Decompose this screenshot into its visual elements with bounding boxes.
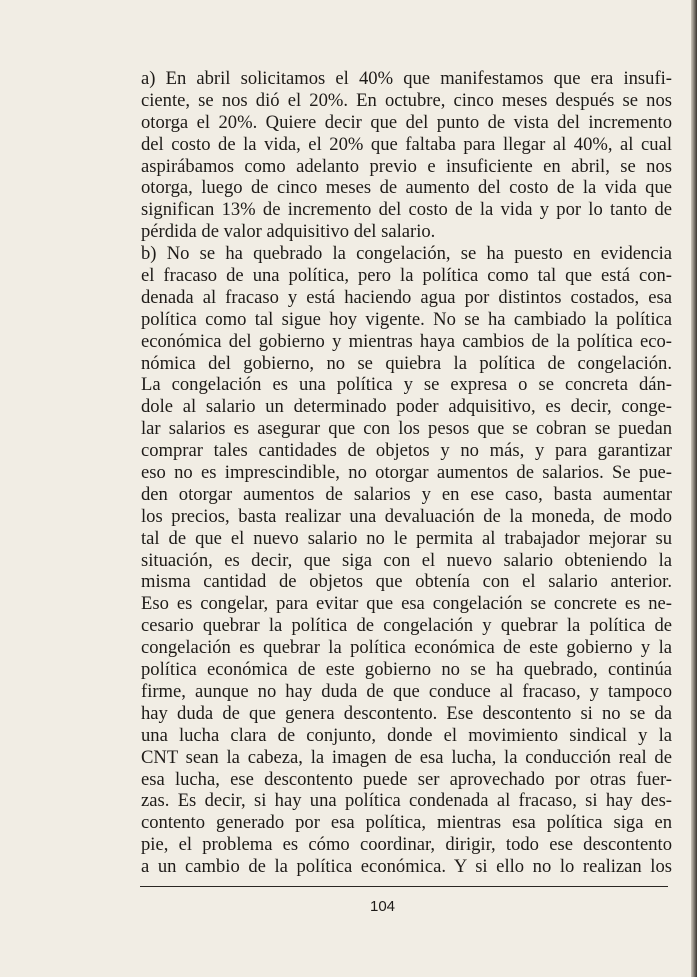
text-line: ciente, se nos dió el 20%. En octubre, cinco meses después se nos bbox=[141, 89, 672, 111]
text-line: cesario quebrar la política de congelación y quebrar la política de bbox=[141, 615, 672, 637]
text-line: aspirábamos como adelanto previo e insuficiente en abril, se nos bbox=[141, 155, 672, 177]
body-text bbox=[141, 68, 672, 878]
text-line: a) En abril solicitamos el 40% que manifestamos que era insufi- bbox=[141, 68, 672, 89]
text-line: comprar tales cantidades de objetos y no más, y para garantizar bbox=[141, 440, 672, 462]
text-line: eso no es imprescindible, no otorgar aumentos de salarios. Se pue- bbox=[141, 462, 672, 484]
text-line: b) No se ha quebrado la congelación, se ha puesto en evidencia bbox=[141, 243, 672, 265]
text-line: tal de que el nuevo salario no le permita al trabajador mejorar su bbox=[141, 527, 672, 549]
text-line: a un cambio de la política económica. Y si ello no lo realizan los bbox=[141, 856, 672, 878]
text-line: política como tal sigue hoy vigente. No se ha cambiado la política bbox=[141, 308, 672, 330]
text-line: CNT sean la cabeza, la imagen de esa lucha, la conducción real de bbox=[141, 746, 672, 768]
text-line: económica del gobierno y mientras haya cambios de la política eco- bbox=[141, 330, 672, 352]
text-line: nómica del gobierno, no se quiebra la política de congelación. bbox=[141, 352, 672, 374]
text-line: La congelación es una política y se expresa o se concreta dán- bbox=[141, 374, 672, 396]
text-line: lar salarios es asegurar que con los pesos que se cobran se puedan bbox=[141, 418, 672, 440]
text-line: otorga el 20%. Quiere decir que del punto de vista del incremento bbox=[141, 111, 672, 133]
text-line: dole al salario un determinado poder adquisitivo, es decir, conge- bbox=[141, 396, 672, 418]
text-line: una lucha clara de conjunto, donde el movimiento sindical y la bbox=[141, 724, 672, 746]
text-line: política económica de este gobierno no se ha quebrado, continúa bbox=[141, 659, 672, 681]
text-line: hay duda de que genera descontento. Ese descontento si no se da bbox=[141, 702, 672, 724]
text-line: pie, el problema es cómo coordinar, dirigir, todo ese descontento bbox=[141, 834, 672, 856]
text-line: firme, aunque no hay duda de que conduce al fracaso, y tampoco bbox=[141, 680, 672, 702]
text-line: esa lucha, ese descontento puede ser aprovechado por otras fuer- bbox=[141, 768, 672, 790]
text-line: otorga, luego de cinco meses de aumento del costo de la vida que bbox=[141, 177, 672, 199]
text-line: denada al fracaso y está haciendo agua por distintos costados, esa bbox=[141, 286, 672, 308]
text-line: congelación es quebrar la política económica de este gobierno y la bbox=[141, 637, 672, 659]
text-line: Eso es congelar, para evitar que esa congelación se concrete es ne- bbox=[141, 593, 672, 615]
text-line: den otorgar aumentos de salarios y en ese caso, basta aumentar bbox=[141, 483, 672, 505]
text-line: zas. Es decir, si hay una política condenada al fracaso, si hay des- bbox=[141, 790, 672, 812]
text-line: misma cantidad de objetos que obtenía con el salario anterior. bbox=[141, 571, 672, 593]
page-edge-shadow bbox=[691, 0, 697, 977]
page-number: 104 bbox=[370, 898, 396, 915]
text-line: pérdida de valor adquisitivo del salario. bbox=[141, 221, 436, 243]
text-line: situación, es decir, que siga con el nuevo salario obteniendo la bbox=[141, 549, 672, 571]
text-line: contento generado por esa política, mientras esa política siga en bbox=[141, 812, 672, 834]
footer-rule bbox=[140, 886, 668, 887]
text-line: significan 13% de incremento del costo de la vida y por lo tanto de bbox=[141, 199, 672, 221]
text-line: del costo de la vida, el 20% que faltaba para llegar al 40%, al cual bbox=[141, 133, 672, 155]
text-line: los precios, basta realizar una devaluación de la moneda, de modo bbox=[141, 505, 672, 527]
text-line: el fracaso de una política, pero la política como tal que está con- bbox=[141, 265, 672, 287]
